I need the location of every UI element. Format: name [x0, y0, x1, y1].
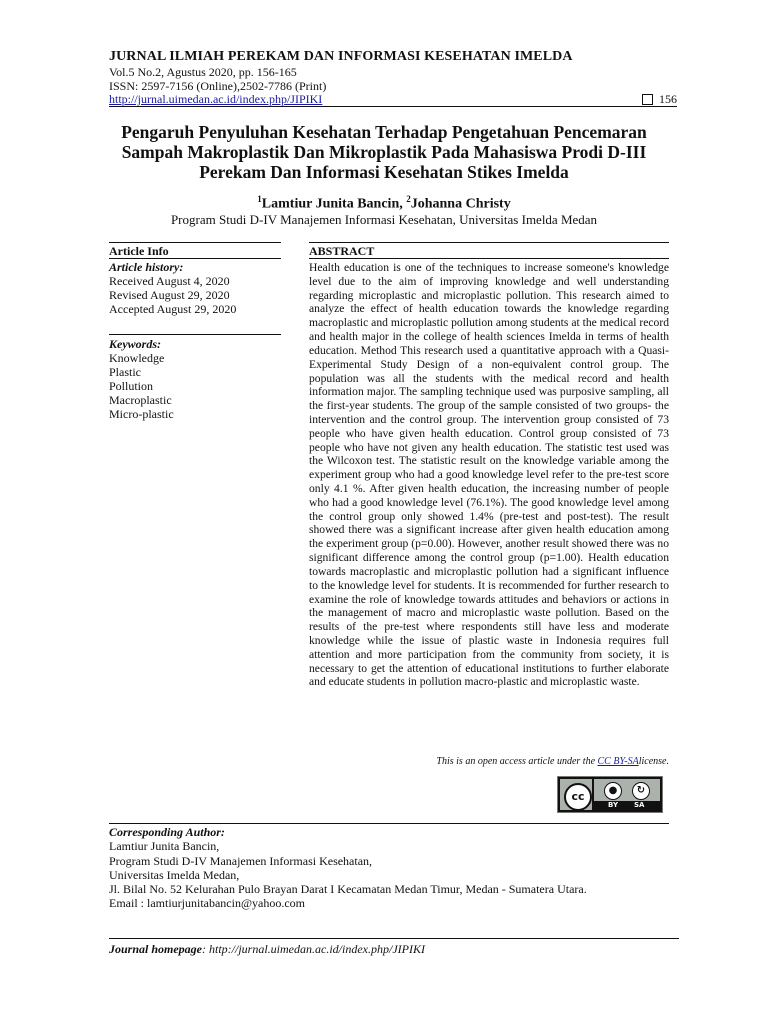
- article-title: Pengaruh Penyuluhan Kesehatan Terhadap Pengetahuan Pencemaran Sampah Makroplastik Dan Mikroplastik Pada Mahasiswa Prodi D-III Perekam Dan Informasi Kesehatan Stikes Imelda: [121, 122, 647, 182]
- revised-date: Revised August 29, 2020: [109, 288, 230, 302]
- corresponding-line: Program Studi D-IV Manajemen Informasi Kesehatan,: [109, 853, 373, 868]
- affiliation: Program Studi D-IV Manajemen Informasi Kesehatan, Universitas Imelda Medan: [170, 212, 598, 227]
- attribution-person-icon: ●: [604, 782, 622, 800]
- corresponding-label: Corresponding Author:: [109, 825, 225, 839]
- keywords-rule: [109, 334, 281, 335]
- share-alike-icon: ↻: [632, 782, 650, 800]
- corresponding-rule: [109, 823, 669, 824]
- article-history: [109, 260, 281, 316]
- issn-line: ISSN: 2597-7156 (Online),2502-7786 (Print): [109, 79, 327, 93]
- history-label: Article history:: [109, 260, 184, 274]
- cc-badge-left: [560, 779, 592, 810]
- volume-line: Vol.5 No.2, Agustus 2020, pp. 156-165: [109, 65, 297, 79]
- journal-homepage: [109, 942, 425, 957]
- keyword-item: Knowledge: [109, 351, 165, 365]
- journal-name: JURNAL ILMIAH PEREKAM DAN INFORMASI KESEHATAN IMELDA: [109, 49, 573, 64]
- license-statement: [309, 756, 669, 767]
- keyword-item: Micro-plastic: [109, 407, 174, 421]
- keywords-block: [109, 337, 281, 421]
- authors: [100, 194, 668, 213]
- author1-name: Lamtiur Junita Bancin,: [261, 196, 403, 212]
- accepted-date: Accepted August 29, 2020: [109, 302, 237, 316]
- info-top-rule: [109, 242, 281, 243]
- corresponding-line: Jl. Bilal No. 52 Kelurahan Pulo Brayan Darat I Kecamatan Medan Timur, Medan - Sumatera Utara.: [109, 882, 587, 897]
- keyword-item: Pollution: [109, 379, 154, 393]
- received-date: Received August 4, 2020: [109, 274, 230, 288]
- author1-number: 1: [257, 194, 262, 204]
- corresponding-line: Lamtiur Junita Bancin,: [109, 839, 220, 854]
- by-label: BY: [608, 801, 619, 809]
- page-number: [642, 92, 677, 107]
- abstract-text: Health education is one of the techniques to increase someone's knowledge level due to the aim of improving knowledge and well understanding regarding microplastic and microplastic pollution. This research aimed to analyze the effect of health education towards the knowledge regarding macroplastic and microplastic pollution among students at the medical record and health major in the college of health sciences Imelda in terms of health education. Method This research used a quantitative approach with a Quasi-Experimental Study Design of a non-equivalent control group. The population was all the students with the medical record and health information major. The sampling technique used was purposive sampling, all the first-year students. The group of the sample consisted of two groups- the intervention and the control group. The intervention group consisted of 73 people who have given health education. Control group consisted of 73 people who have not given any health education. The statistic test used was the Wilcoxon test. The statistic result on the knowledge variable among the experiment group who had a good knowledge level refer to the pre-test score only 4.1 %. After given health education, the increasing number of people who had a good knowledge level (76.1%). The good knowledge level among the control group only showed 1.4% (pre-test and post-test). The result showed there was a significant increase after given health education among the experiment group (p=0.00). However, another result showed there was no significant difference among the control group (p=1.00). Health education towards macroplastic and microplastic pollution had a significant influence to the knowledge level for students. It is recommended for further research to examine the role of knowledge towards attitudes and behaviors or actions in the management of macro and microplastic waste pollution. Based on the results of the pre-test where respondents still have less and moderate knowledge while the issue of plastic waste in Indonesia requires full attention and more participation from the community from society, it is necessary to get the attention of educational institutions to further elaborate and educate students in pollution macro-plastic and microplastic waste.: [309, 261, 669, 689]
- abstract-top-rule: [309, 242, 669, 243]
- homepage-separator: :: [202, 942, 210, 956]
- cc-by-sa-link[interactable]: CC BY-SA: [597, 756, 639, 767]
- author2-name: Johanna Christy: [410, 196, 511, 212]
- page-number-text: 156: [659, 92, 677, 106]
- journal-url-link[interactable]: http://jurnal.uimedan.ac.id/index.php/JIPIKI: [109, 92, 323, 106]
- abstract-heading: ABSTRACT: [309, 244, 375, 258]
- article-info-heading: Article Info: [109, 244, 169, 258]
- keyword-item: Macroplastic: [109, 393, 172, 407]
- license-prefix: This is an open access article under the: [436, 756, 598, 767]
- author2-number: 2: [406, 194, 411, 204]
- cc-by-sa-badge[interactable]: [557, 776, 663, 813]
- footer-rule: [109, 938, 679, 939]
- license-suffix: license.: [638, 756, 669, 767]
- keywords-label: Keywords:: [109, 337, 161, 351]
- cc-badge-right: [594, 779, 660, 801]
- homepage-label: Journal homepage: [109, 942, 203, 956]
- homepage-url-link[interactable]: http://jurnal.uimedan.ac.id/index.php/JIPIKI: [209, 942, 425, 956]
- header-divider: [109, 106, 677, 107]
- corresponding-line: Universitas Imelda Medan,: [109, 867, 240, 882]
- page-box-icon: [642, 94, 653, 105]
- corresponding-author: [109, 825, 669, 911]
- sa-label: SA: [634, 801, 645, 809]
- cc-icon: cc: [564, 783, 592, 811]
- keyword-item: Plastic: [109, 365, 141, 379]
- corresponding-email: Email : lamtiurjunitabancin@yahoo.com: [109, 896, 306, 911]
